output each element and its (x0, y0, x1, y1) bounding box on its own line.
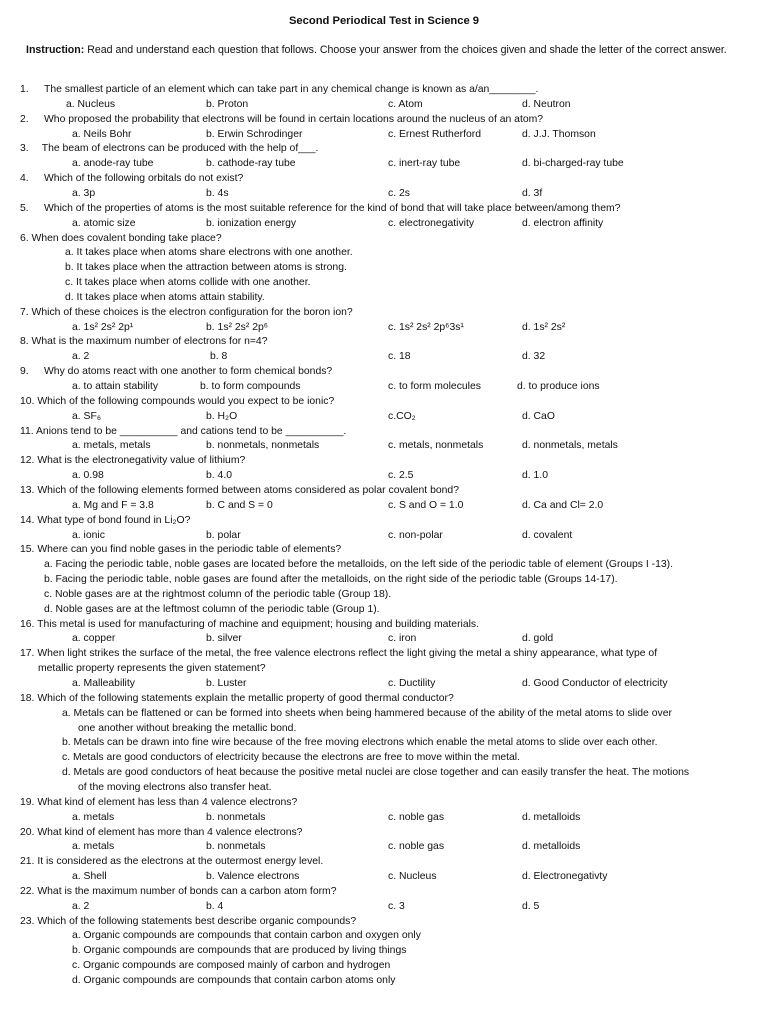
question-12 (20, 454, 245, 468)
choice-b[interactable]: b. polar (206, 529, 241, 541)
choice-b[interactable]: b. H₂O (206, 410, 238, 422)
question-23 (20, 915, 356, 929)
choice-d[interactable]: d. gold (522, 633, 554, 645)
choice-b[interactable]: b. nonmetals (206, 841, 266, 853)
choice-b[interactable]: b. 4 (206, 900, 224, 912)
option-statement[interactable]: c. Organic compounds are composed mainly of carbon and hydrogen (72, 960, 391, 972)
choice-d[interactable]: d. 1s² 2s² (522, 321, 566, 333)
option-statement[interactable]: d. Metals are good conductors of heat because the positive metal nuclei are close together and can easily transfer the heat. The motions (62, 767, 690, 779)
question-13 (20, 484, 459, 498)
question-text: Which of the properties of atoms is the most suitable reference for the kind of bond that will take place between/among them? (44, 202, 621, 214)
question-number: 4. (20, 173, 29, 185)
question-20 (20, 826, 302, 840)
question-text: What type of bond found in Li₂O? (34, 514, 191, 526)
option-continuation: of the moving electrons also transfer heat. (78, 781, 272, 793)
choice-c[interactable]: c. 3 (388, 900, 405, 912)
question-4 (20, 172, 243, 186)
choice-a[interactable]: a. 1s² 2s² 2p¹ (72, 321, 134, 333)
option-statement[interactable]: a. Organic compounds are compounds that contain carbon and oxygen only (72, 930, 421, 942)
question-10 (20, 395, 334, 409)
question-text: Which of the following elements formed between atoms considered as polar covalent bond? (34, 484, 459, 496)
question-15 (20, 543, 341, 557)
choice-c[interactable]: c. inert-ray tube (388, 158, 461, 170)
question-3 (20, 142, 318, 156)
choice-c[interactable]: c. iron (388, 633, 417, 645)
option-statement[interactable]: a. Facing the periodic table, noble gases are located before the metalloids, on the left side of the periodic table of element (Groups I -13). (44, 559, 674, 571)
question-6 (20, 232, 222, 246)
choice-b[interactable]: b. nonmetals (206, 811, 266, 823)
question-text: It is considered as the electrons at the outermost energy level. (34, 856, 324, 868)
question-number: 9. (20, 366, 29, 378)
choice-b[interactable]: b. 4.0 (206, 470, 232, 482)
question-17 (20, 647, 657, 661)
question-text: What kind of element has less than 4 valence electrons? (34, 796, 298, 808)
question-text: When light strikes the surface of the metal, the free valence electrons reflect the light giving the metal a shiny appearance, what type of (34, 648, 658, 660)
option-statement[interactable]: c. Noble gases are at the rightmost column of the periodic table (Group 18). (44, 588, 392, 600)
question-14 (20, 514, 190, 528)
question-16 (20, 618, 479, 632)
question-text: What is the maximum number of bonds can a carbon atom form? (34, 885, 337, 897)
choice-b[interactable]: b. Valence electrons (206, 871, 300, 883)
choice-c[interactable]: c. 18 (388, 351, 411, 363)
choice-b[interactable]: b. cathode-ray tube (206, 158, 296, 170)
question-text: When does covalent bonding take place? (28, 232, 222, 244)
choice-b[interactable]: b. Proton (206, 98, 249, 110)
question-number: 2. (20, 113, 29, 125)
choice-a[interactable]: a. SF₆ (72, 410, 102, 422)
choice-b[interactable]: b. ionization energy (206, 217, 297, 229)
choice-d[interactable]: d. Electronegativty (522, 871, 608, 883)
question-text: Which of these choices is the electron configuration for the boron ion? (28, 306, 353, 318)
choice-d[interactable]: d. J.J. Thomson (522, 128, 596, 140)
choice-c[interactable]: c. 2s (388, 187, 410, 199)
choice-a[interactable]: a. metals (72, 841, 115, 853)
question-number: 14. (20, 514, 35, 526)
choice-c[interactable]: c. 2.5 (388, 470, 414, 482)
question-text: Anions tend to be __________ and cations tend to be __________. (33, 425, 347, 437)
choice-c[interactable]: c. noble gas (388, 841, 445, 853)
question-9 (20, 365, 332, 379)
choice-c[interactable]: c.CO₂ (388, 410, 416, 422)
choice-d[interactable]: d. CaO (522, 410, 555, 422)
option-statement[interactable]: a. Metals can be flattened or can be formed into sheets when being hammered because of the ability of the metal atoms to slide over (62, 707, 672, 719)
choice-d[interactable]: d. to produce ions (517, 381, 600, 392)
choice-d[interactable]: d. metalloids (522, 811, 581, 823)
instruction-label: Instruction: (26, 44, 85, 56)
question-text: Which of the following orbitals do not exist? (44, 173, 244, 185)
question-text: What kind of element has more than 4 valence electrons? (34, 826, 303, 838)
option-statement[interactable]: d. It takes place when atoms attain stability. (65, 291, 265, 303)
question-number: 12. (20, 455, 35, 467)
question-text: Which of the following statements explain the metallic property of good thermal conductor? (34, 692, 454, 704)
question-number: 6. (20, 232, 29, 244)
question-text: What is the electronegativity value of lithium? (34, 455, 246, 467)
question-number: 19. (20, 796, 35, 808)
choice-d[interactable]: d. 32 (522, 351, 546, 363)
question-number: 21. (20, 856, 35, 868)
choice-b[interactable]: b. C and S = 0 (206, 499, 273, 511)
question-text: Which of the following statements best describe organic compounds? (34, 915, 357, 927)
question-number: 15. (20, 544, 35, 556)
question-text: The beam of electrons can be produced with the help of___. (28, 143, 319, 155)
question-number: 23. (20, 915, 35, 927)
question-22 (20, 885, 337, 899)
question-number: 18. (20, 692, 35, 704)
choice-d[interactable]: d. 1.0 (522, 470, 548, 482)
choice-a[interactable]: a. metals (72, 811, 115, 823)
choice-d[interactable]: d. 3f (522, 187, 543, 199)
choice-c[interactable]: c. Atom (388, 98, 423, 110)
choice-a[interactable]: a. to attain stability (72, 381, 159, 392)
choice-a[interactable]: a. Shell (72, 871, 107, 883)
choice-a[interactable]: a. metals, metals (72, 440, 151, 452)
question-18 (20, 692, 454, 706)
choice-a[interactable]: a. 3p (72, 187, 96, 199)
instruction-text: Read and understand each question that follows. Choose your answer from the choices given and shade the letter of the correct answer. (84, 44, 727, 56)
choice-b[interactable]: b. nonmetals, nonmetals (206, 440, 320, 452)
option-statement[interactable]: b. Metals can be drawn into fine wire because of the free moving electrons which enable the metal atoms to slide over each other. (62, 737, 658, 749)
choice-a[interactable]: a. 2 (72, 351, 90, 363)
question-text: The smallest particle of an element which can take part in any chemical change is known as a/an________. (44, 84, 539, 95)
option-statement[interactable]: b. It takes place when the attraction between atoms is strong. (65, 262, 347, 274)
choice-c[interactable]: c. noble gas (388, 811, 445, 823)
choice-b[interactable]: b. Erwin Schrodinger (206, 128, 303, 140)
question-1 (20, 83, 538, 97)
question-number: 3. (20, 143, 29, 155)
choice-c[interactable]: c. Ernest Rutherford (388, 128, 481, 140)
choice-a[interactable]: a. anode-ray tube (72, 158, 154, 170)
option-statement[interactable]: d. Noble gases are at the leftmost column of the periodic table (Group 1). (44, 603, 380, 615)
choice-a[interactable]: a. 2 (72, 900, 90, 912)
choice-d[interactable]: d. covalent (522, 529, 573, 541)
option-statement[interactable]: b. Organic compounds are compounds that are produced by living things (72, 945, 407, 957)
question-number: 1. (20, 84, 29, 95)
question-number: 10. (20, 395, 35, 407)
option-statement[interactable]: c. It takes place when atoms collide with one another. (65, 277, 311, 289)
choice-d[interactable]: d. Good Conductor of electricity (522, 678, 668, 689)
question-text: This metal is used for manufacturing of machine and equipment; housing and building materials. (34, 618, 480, 630)
option-statement[interactable]: b. Facing the periodic table, noble gases are found after the metalloids, on the right side of the periodic table (Groups 14-17). (44, 574, 618, 586)
choice-c[interactable]: c. to form molecules (388, 381, 481, 392)
question-text: Which of the following compounds would you expect to be ionic? (34, 395, 335, 407)
question-5 (20, 202, 620, 216)
choice-a[interactable]: a. Nucleus (66, 98, 116, 110)
choice-c[interactable]: c. 1s² 2s² 2p⁶3s¹ (388, 321, 464, 333)
choice-c[interactable]: c. Nucleus (388, 871, 437, 883)
question-number: 5. (20, 202, 29, 214)
choice-c[interactable]: c. metals, nonmetals (388, 440, 484, 452)
choice-a[interactable]: a. 0.98 (72, 470, 104, 482)
question-number: 20. (20, 826, 35, 838)
question-number: 16. (20, 618, 35, 630)
choice-b[interactable]: b. silver (206, 633, 242, 645)
choice-b[interactable]: b. to form compounds (200, 381, 301, 392)
question-number: 13. (20, 484, 35, 496)
choice-a[interactable]: a. Neils Bohr (72, 128, 132, 140)
choice-d[interactable]: d. bi-charged-ray tube (522, 158, 624, 170)
choice-b[interactable]: b. 4s (206, 187, 229, 199)
option-continuation: one another without breaking the metallic bond. (78, 722, 297, 734)
question-number: 22. (20, 885, 35, 897)
question-text: Who proposed the probability that electrons will be found in certain locations around the nucleus of an atom? (44, 113, 544, 125)
choice-a[interactable]: a. Malleability (72, 678, 135, 689)
choice-d[interactable]: d. 5 (522, 900, 540, 912)
choice-a[interactable]: a. atomic size (72, 217, 136, 229)
question-text: What is the maximum number of electrons for n=4? (28, 336, 268, 348)
question-number: 17. (20, 648, 35, 660)
option-statement[interactable]: c. Metals are good conductors of electricity because the electrons are free to move within the metal. (62, 752, 520, 764)
choice-d[interactable]: d. electron affinity (522, 217, 604, 229)
option-statement[interactable]: a. It takes place when atoms share electrons with one another. (65, 247, 353, 259)
question-number: 7. (20, 306, 29, 318)
instructions (26, 43, 736, 58)
choice-a[interactable]: a. copper (72, 633, 116, 645)
choice-c[interactable]: c. electronegativity (388, 217, 475, 229)
choice-a[interactable]: a. Mg and F = 3.8 (72, 499, 154, 511)
choice-d[interactable]: d. Neutron (522, 98, 571, 110)
question-number: 11. (20, 425, 34, 437)
choice-d[interactable]: d. Ca and Cl= 2.0 (522, 499, 604, 511)
choice-d[interactable]: d. nonmetals, metals (522, 440, 618, 452)
choice-b[interactable]: b. 1s² 2s² 2p⁶ (206, 321, 269, 333)
page-title: Second Periodical Test in Science 9 (288, 15, 480, 27)
choice-b[interactable]: b. Luster (206, 678, 247, 689)
question-text: Why do atoms react with one another to form chemical bonds? (44, 366, 333, 378)
choice-c[interactable]: c. Ductility (388, 678, 436, 689)
question-2 (20, 113, 543, 127)
question-text: Where can you find noble gases in the periodic table of elements? (34, 544, 342, 556)
question-text-cont: metallic property represents the given statement? (38, 663, 266, 675)
choice-d[interactable]: d. metalloids (522, 841, 581, 853)
question-number: 8. (20, 336, 29, 348)
question-19 (20, 796, 297, 810)
question-7 (20, 306, 353, 320)
choice-b[interactable]: b. 8 (210, 351, 228, 363)
question-8 (20, 335, 267, 349)
question-11 (20, 425, 346, 439)
choice-a[interactable]: a. ionic (72, 529, 105, 541)
choice-c[interactable]: c. S and O = 1.0 (388, 499, 464, 511)
option-statement[interactable]: d. Organic compounds are compounds that contain carbon atoms only (72, 975, 396, 986)
question-21 (20, 855, 323, 869)
choice-c[interactable]: c. non-polar (388, 529, 443, 541)
